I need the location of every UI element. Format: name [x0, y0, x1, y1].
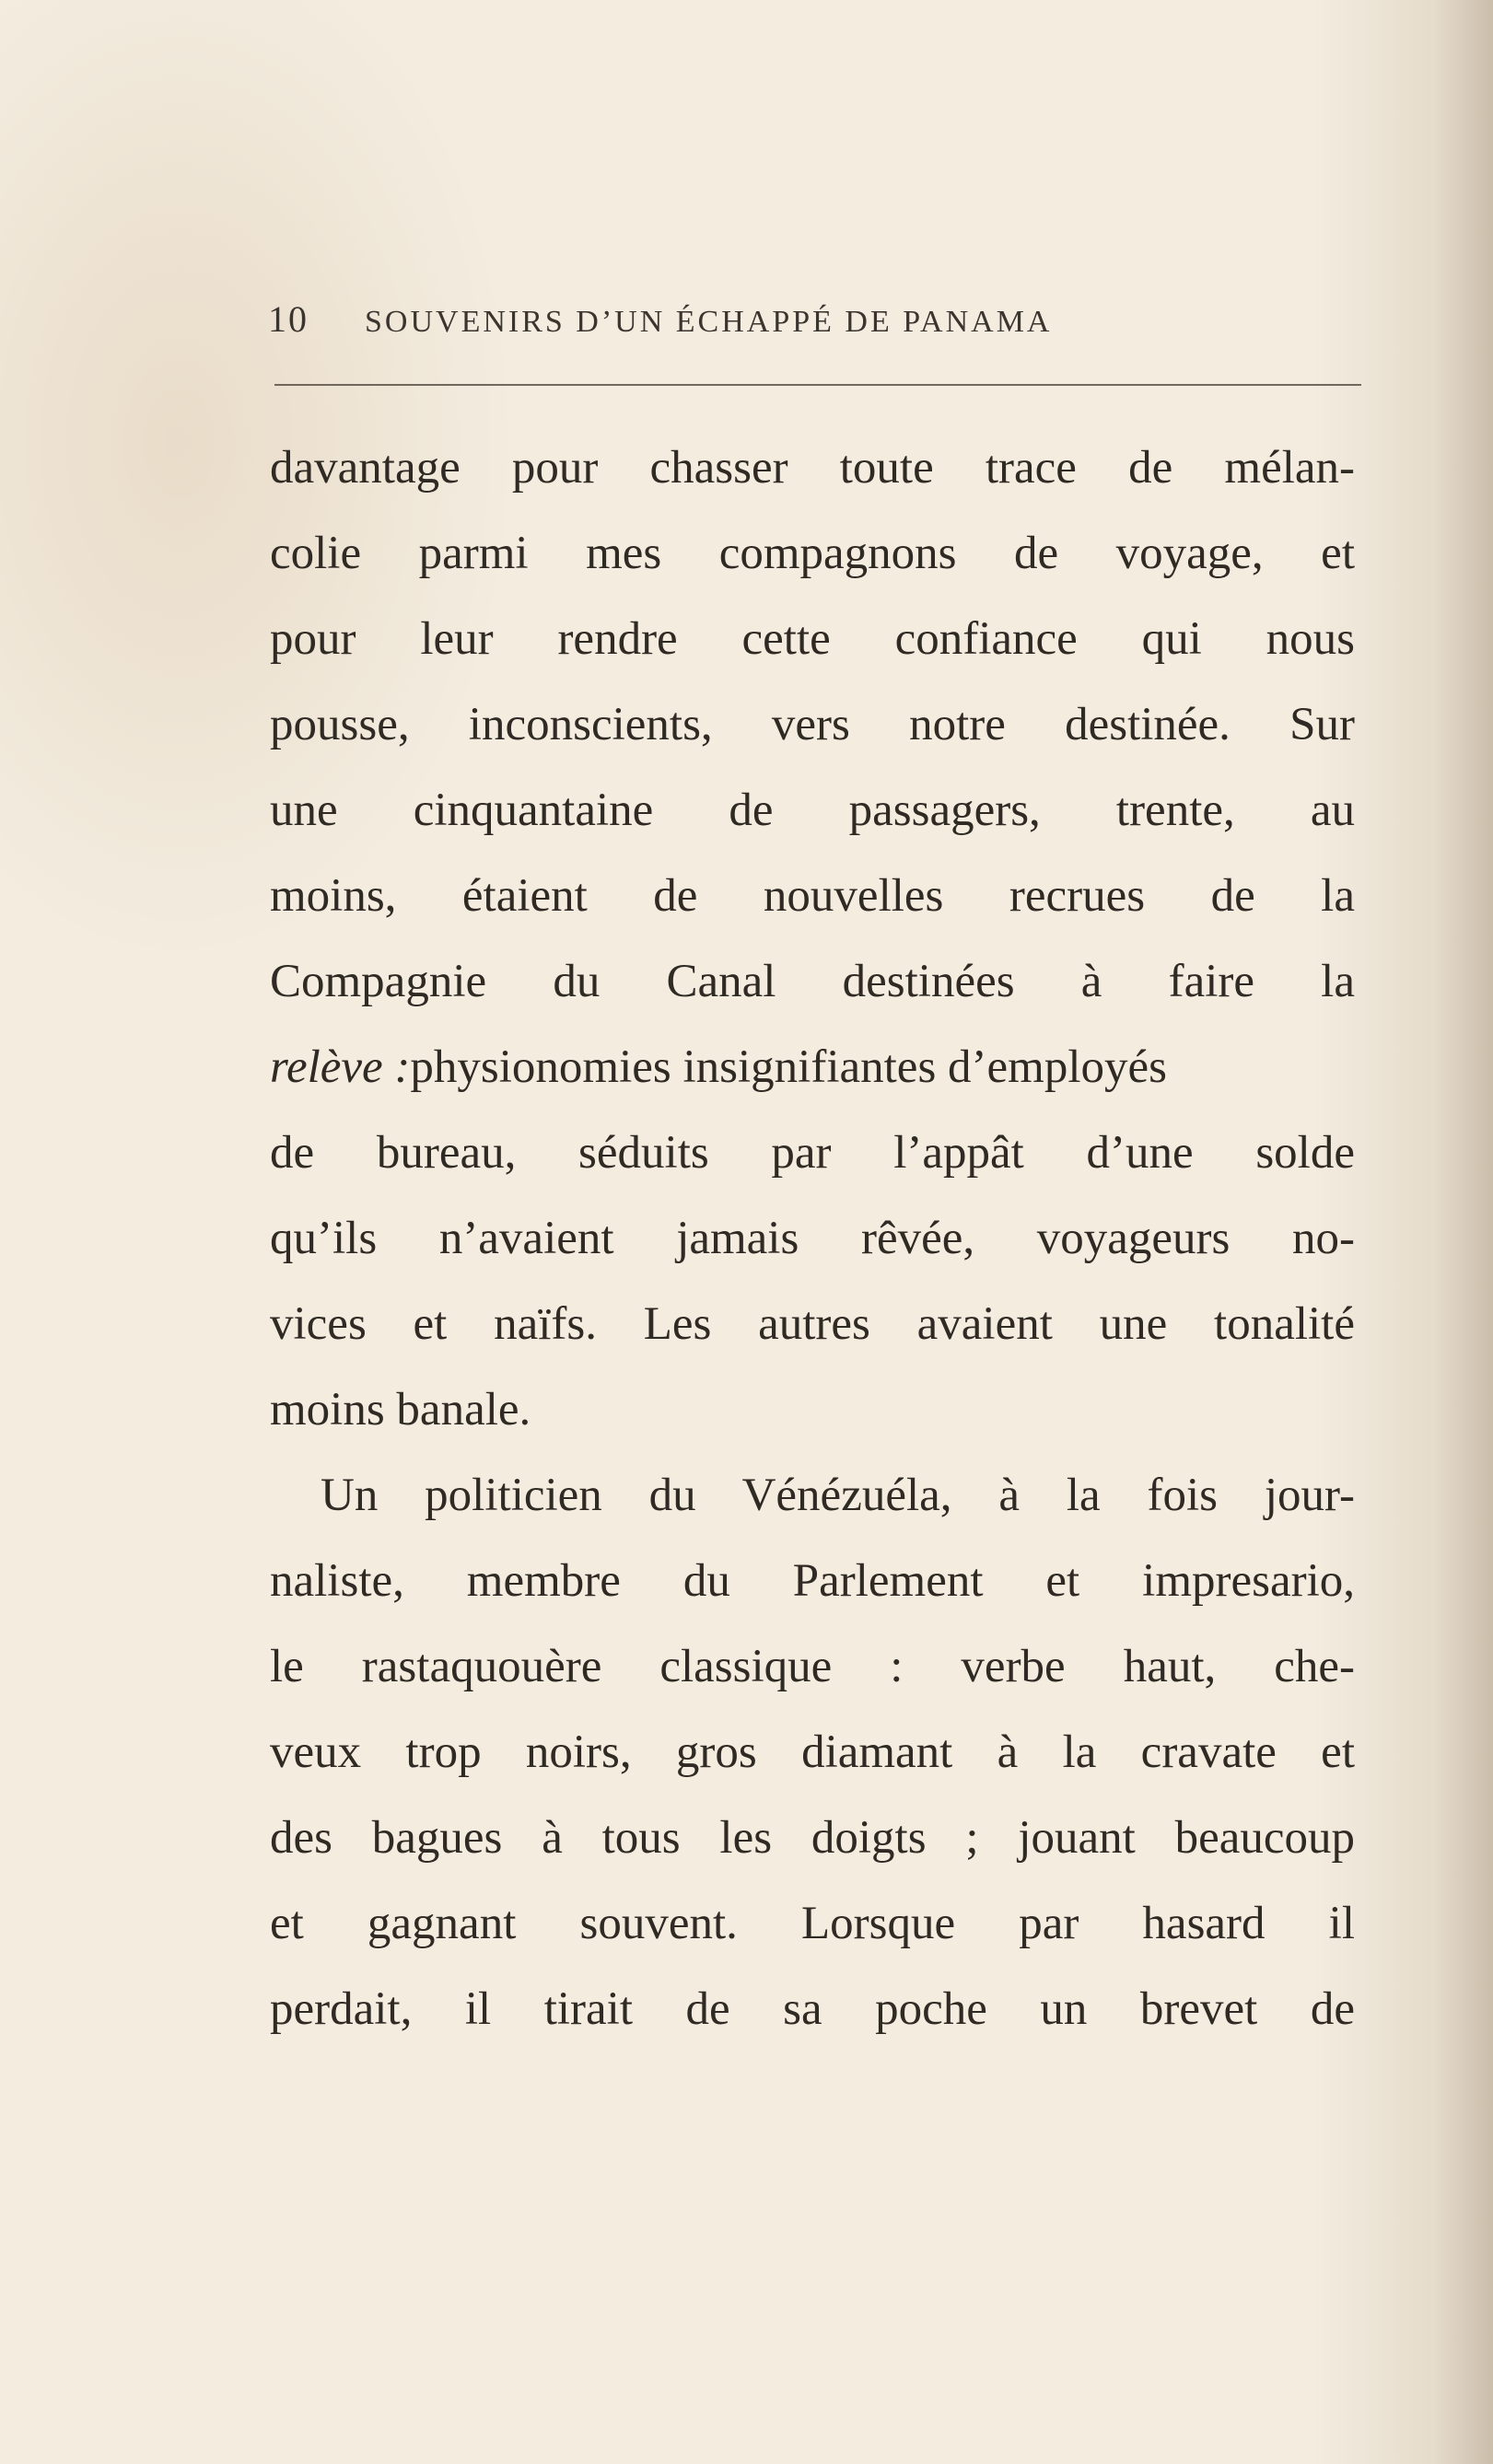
header-rule [274, 384, 1361, 386]
text-line-rest: physionomies insignifiantes d’employés [410, 1041, 1167, 1093]
italic-term: relève : [270, 1041, 411, 1093]
text-line: de bureau, séduits par l’appât d’une solde [270, 1127, 1355, 1179]
text-line: perdait, il tirait de sa poche un brevet de [270, 1983, 1355, 2035]
text-line [270, 1040, 1355, 1095]
text-line: le rastaquouère classique : verbe haut, che- [270, 1641, 1355, 1692]
text-line: naliste, membre du Parlement et impresario, [270, 1555, 1355, 1607]
text-line: vices et naïfs. Les autres avaient une tonalité [270, 1298, 1355, 1350]
text-line: moins banale. [270, 1384, 531, 1435]
text-line: qu’ils n’avaient jamais rêvée, voyageurs no- [270, 1213, 1355, 1264]
page-number: 10 [268, 298, 309, 340]
text-line: davantage pour chasser toute trace de mélan- [270, 442, 1355, 494]
text-line: pousse, inconscients, vers notre destinée. Sur [270, 699, 1355, 750]
text-line: Un politicien du Vénézuéla, à la fois jour- [321, 1470, 1355, 1521]
text-line: Compagnie du Canal destinées à faire la [270, 956, 1355, 1007]
text-line: et gagnant souvent. Lorsque par hasard il [270, 1898, 1355, 1949]
text-line: des bagues à tous les doigts ; jouant beaucoup [270, 1812, 1355, 1864]
text-line: colie parmi mes compagnons de voyage, et [270, 528, 1355, 579]
text-line: pour leur rendre cette confiance qui nous [270, 613, 1355, 665]
text-line: moins, étaient de nouvelles recrues de la [270, 870, 1355, 922]
text-line: veux trop noirs, gros diamant à la cravate et [270, 1726, 1355, 1778]
running-title: SOUVENIRS D’UN ÉCHAPPÉ DE PANAMA [365, 305, 1053, 339]
running-header [268, 297, 1364, 347]
text-line: une cinquantaine de passagers, trente, au [270, 785, 1355, 836]
